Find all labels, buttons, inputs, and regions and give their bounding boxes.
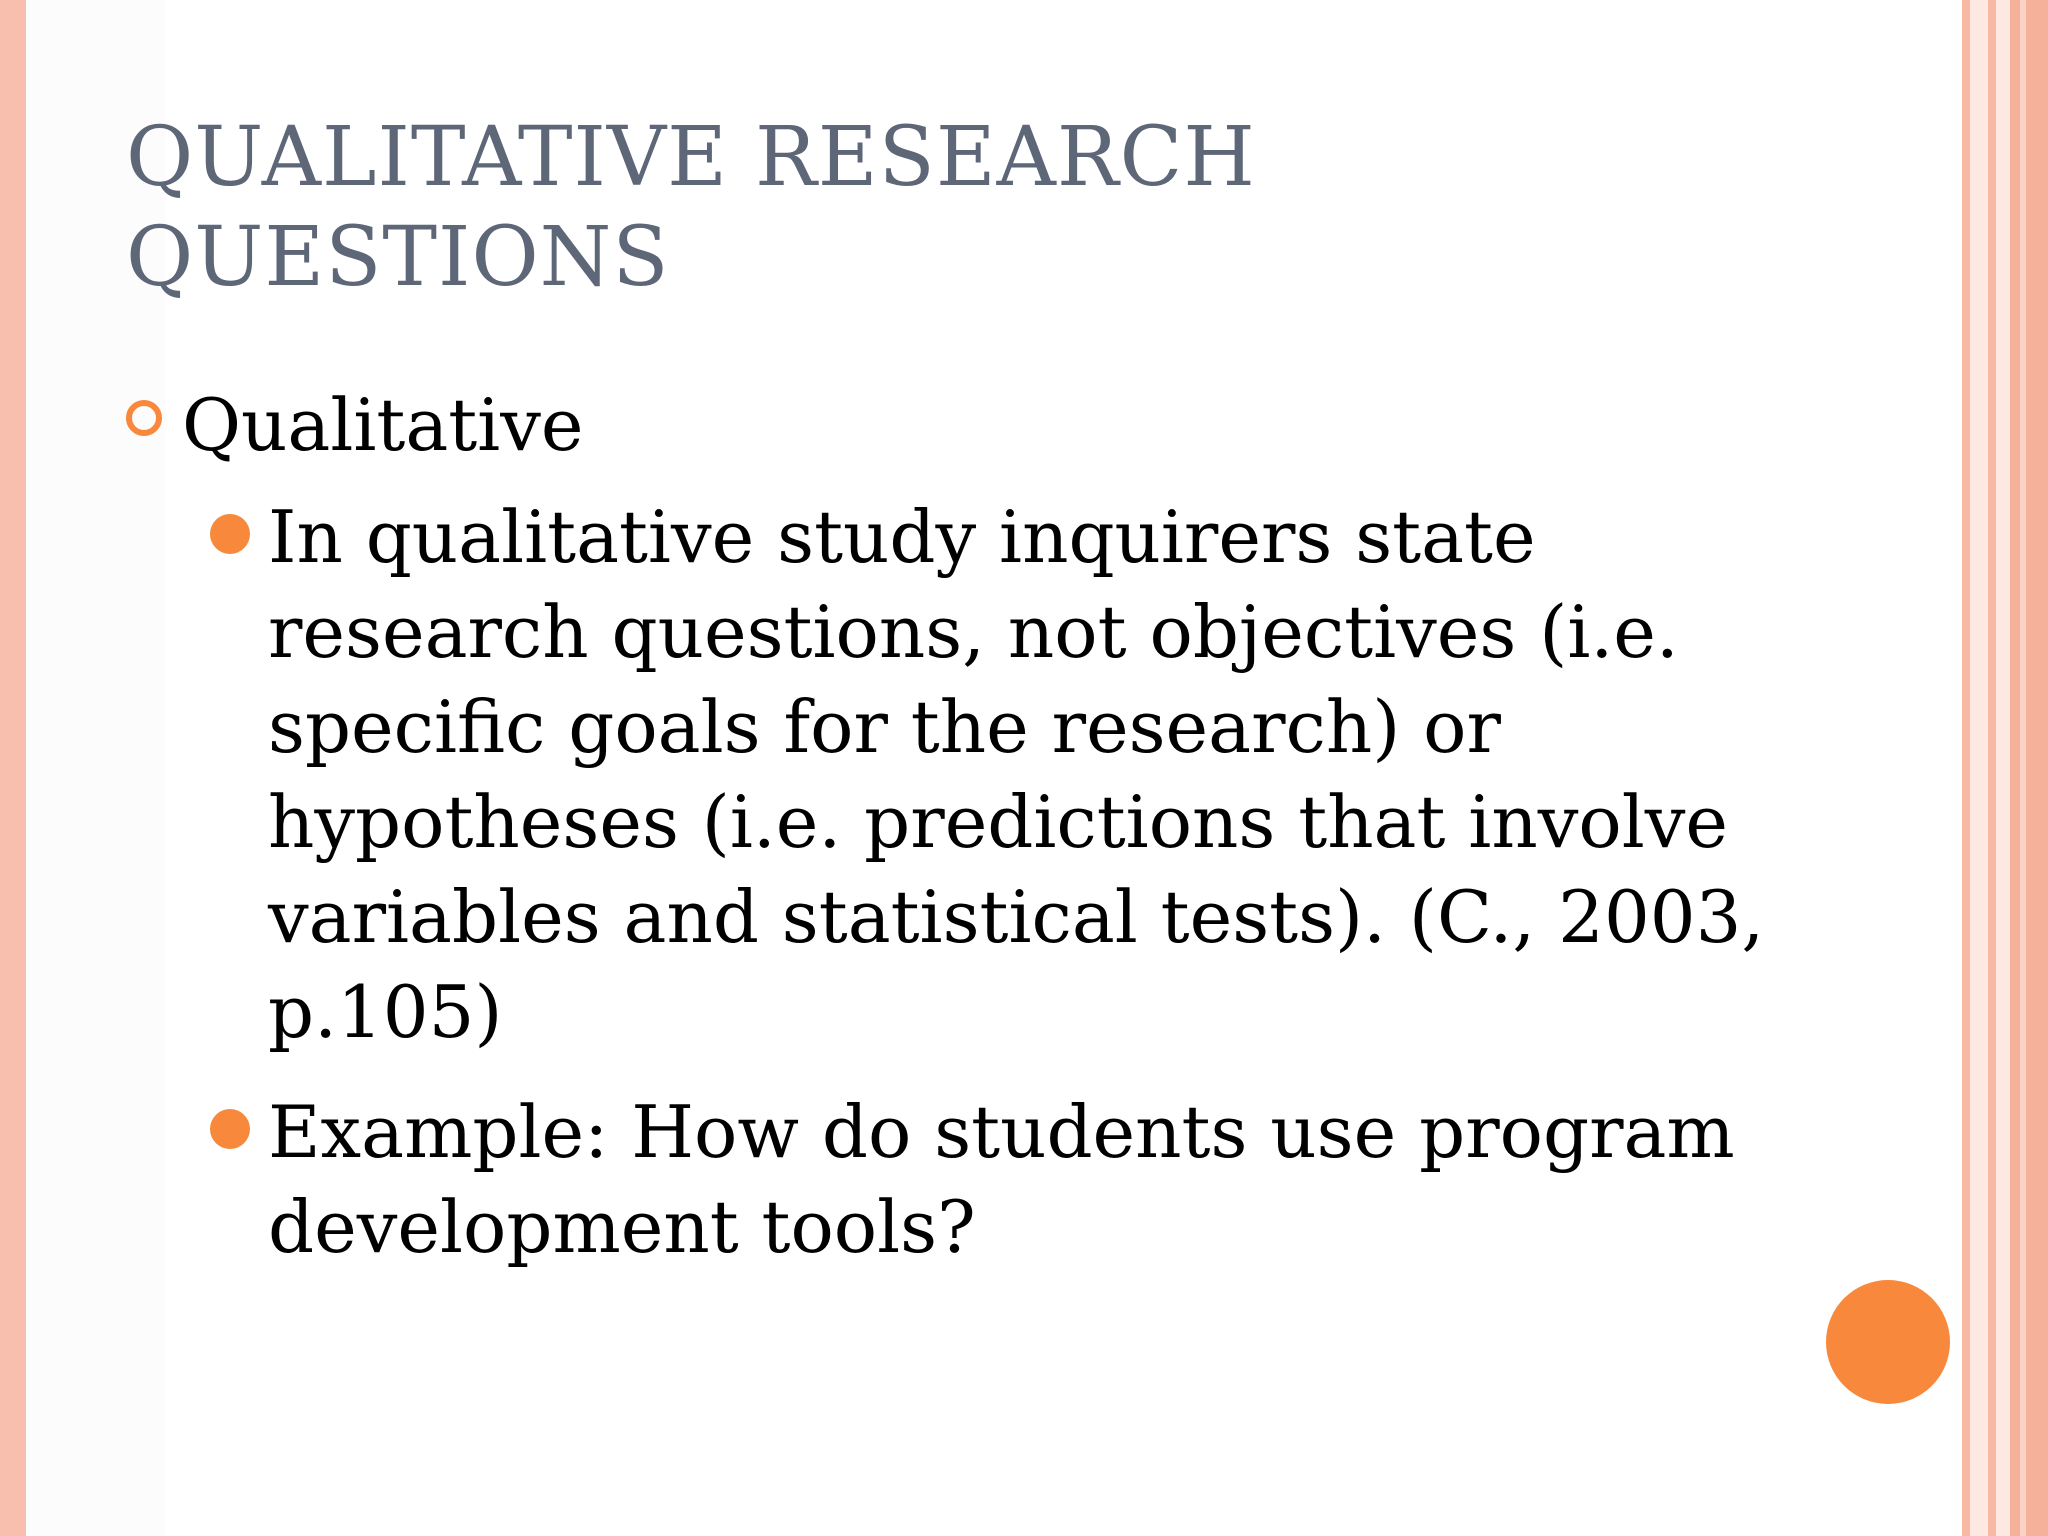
circle-decoration-icon	[1826, 1280, 1950, 1404]
right-stripe	[1970, 0, 1988, 1536]
left-border	[0, 0, 26, 1536]
right-stripe	[1996, 0, 2010, 1536]
bullet-level2-text: In qualitative study inquirers state research questions, not objectives (i.e. specific goals for the research) or hypotheses (i.e. predictions that involve variables and statistical tests). (C., 2003, p.105)	[268, 495, 1765, 1054]
bullet-level1	[126, 380, 583, 470]
slide-title-line1: QUALITATIVE RESEARCH	[126, 110, 1256, 205]
right-stripe	[1988, 0, 1996, 1536]
bullet-level2-definition	[210, 490, 1770, 1060]
slide-title	[126, 108, 1826, 308]
bullet-level2-example	[210, 1085, 1770, 1275]
right-stripe	[2020, 0, 2026, 1536]
dot-bullet-icon	[210, 514, 250, 554]
right-stripe	[1962, 0, 1970, 1536]
bullet-level2-text: Example: How do students use program development tools?	[268, 1090, 1735, 1269]
ring-bullet-icon	[126, 400, 162, 436]
bullet-level1-text: Qualitative	[182, 383, 584, 467]
right-stripe	[2010, 0, 2048, 1536]
dot-bullet-icon	[210, 1109, 250, 1149]
slide-title-line2: QUESTIONS	[126, 210, 670, 305]
